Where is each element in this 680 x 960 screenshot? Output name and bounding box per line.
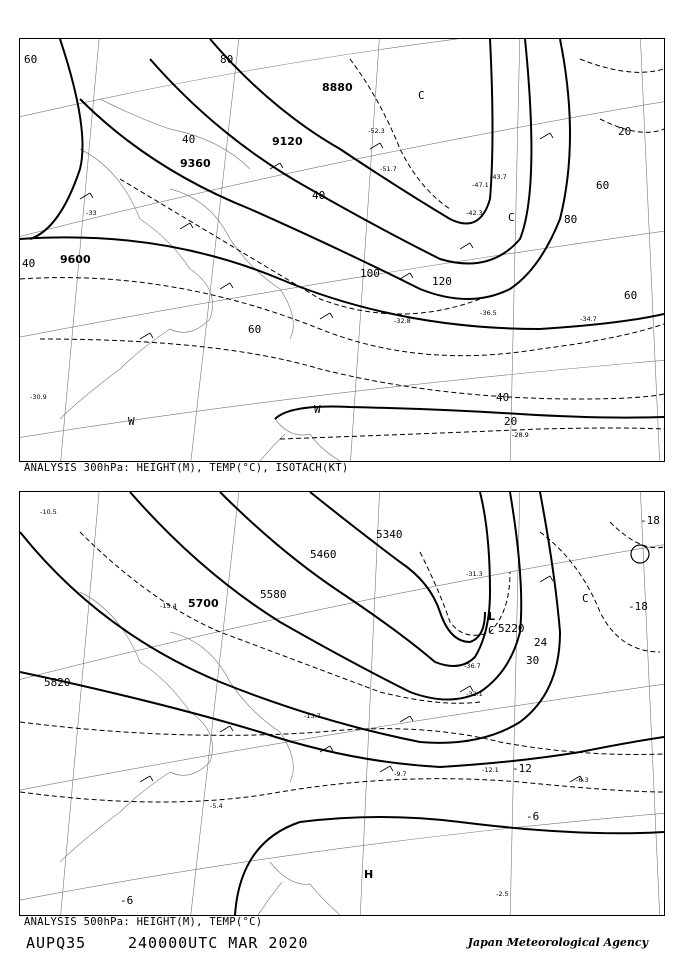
isotherms-500 (20, 522, 664, 802)
temp-plot: -6.3 (576, 776, 589, 784)
valid-time: 240000UTC MAR 2020 (128, 934, 309, 952)
map-500hpa (20, 492, 664, 915)
height-label-5580: 5580 (260, 588, 287, 601)
isotherm-label: -6 (120, 894, 134, 907)
temp-plot: -31.3 (466, 570, 483, 578)
height-label-9360: 9360 (180, 157, 211, 170)
height-label-5340: 5340 (376, 528, 403, 541)
caption-500hpa: ANALYSIS 500hPa: HEIGHT(M), TEMP(°C) (24, 916, 263, 928)
chart-500hpa (19, 491, 665, 916)
temp-plot: -34.7 (580, 315, 597, 323)
isotherm-label: -18 (628, 600, 648, 613)
temp-plot: -47.1 (472, 181, 489, 189)
temp-plot: -9.7 (394, 770, 407, 778)
temp-plot: -10.5 (40, 508, 57, 516)
graticule-500 (20, 492, 664, 915)
center-marker-w: W (128, 415, 135, 428)
temp-plot: -28.9 (512, 431, 529, 439)
temp-plot: -43.7 (490, 173, 507, 181)
center-marker-c: C (582, 592, 589, 605)
isotherm-label: -6 (526, 810, 540, 823)
temp-plot: -2.5 (496, 890, 509, 898)
map-300hpa (20, 39, 664, 461)
height-contours-500 (20, 492, 664, 915)
isotach-label: 20 (618, 125, 632, 138)
center-marker-low: L (488, 610, 496, 623)
isotach-label: 20 (504, 415, 518, 428)
temp-plot: -15.4 (160, 602, 177, 610)
height-label-8880: 8880 (322, 81, 353, 94)
temp-plot: -33 (86, 209, 97, 217)
isotherm-label: 24 (534, 636, 548, 649)
isotherm-label: 30 (526, 654, 540, 667)
height-label-5220: 5220 (498, 622, 525, 635)
isotach-label: 60 (24, 53, 38, 66)
coastline-300 (60, 99, 340, 461)
temp-plot: -32.8 (394, 317, 411, 325)
height-label-9120: 9120 (272, 135, 303, 148)
center-marker-c: C (508, 211, 515, 224)
temp-plot: -30.9 (30, 393, 47, 401)
temp-plot: -52.3 (368, 127, 385, 135)
graticule-300 (20, 39, 664, 461)
temp-plot: -13.7 (304, 712, 321, 720)
caption-300hpa: ANALYSIS 300hPa: HEIGHT(M), TEMP(°C), ISOTACH(KT) (24, 462, 349, 474)
isotach-label: 80 (220, 53, 234, 66)
temp-plot: -36.5 (480, 309, 497, 317)
temp-plot: -51.7 (380, 165, 397, 173)
center-marker-c: C (418, 89, 425, 102)
center-marker-w: W (314, 403, 321, 416)
isotach-label: 40 (22, 257, 36, 270)
center-marker-high: H (364, 868, 374, 881)
temp-plot: -12.1 (482, 766, 499, 774)
temp-plot: -42.3 (466, 209, 483, 217)
isotach-label: 100 (360, 267, 380, 280)
center-marker-c: C (488, 624, 495, 637)
closed-contour (631, 545, 649, 563)
temp-plot: -36.7 (464, 662, 481, 670)
isotach-label: 60 (624, 289, 638, 302)
agency-credit: Japan Meteorological Agency (467, 936, 648, 949)
temp-plot: -32.1 (466, 690, 483, 698)
height-label-5820: 5820 (44, 676, 71, 689)
coastline-500 (60, 592, 340, 915)
isotach-label: 60 (248, 323, 262, 336)
chart-300hpa (19, 38, 665, 462)
height-label-5460: 5460 (310, 548, 337, 561)
isotherm-label: -18 (640, 514, 660, 527)
isotach-label: 40 (496, 391, 510, 404)
isotach-label: 120 (432, 275, 452, 288)
isotach-label: 40 (312, 189, 326, 202)
height-label-9600: 9600 (60, 253, 91, 266)
temp-plot: -5.4 (210, 802, 223, 810)
isotach-label: 40 (182, 133, 196, 146)
isotach-label: 60 (596, 179, 610, 192)
isotherm-label: -12 (512, 762, 532, 775)
isotachs-300 (20, 59, 664, 439)
height-label-5700: 5700 (188, 597, 219, 610)
isotach-label: 80 (564, 213, 578, 226)
chart-code: AUPQ35 (26, 934, 87, 952)
